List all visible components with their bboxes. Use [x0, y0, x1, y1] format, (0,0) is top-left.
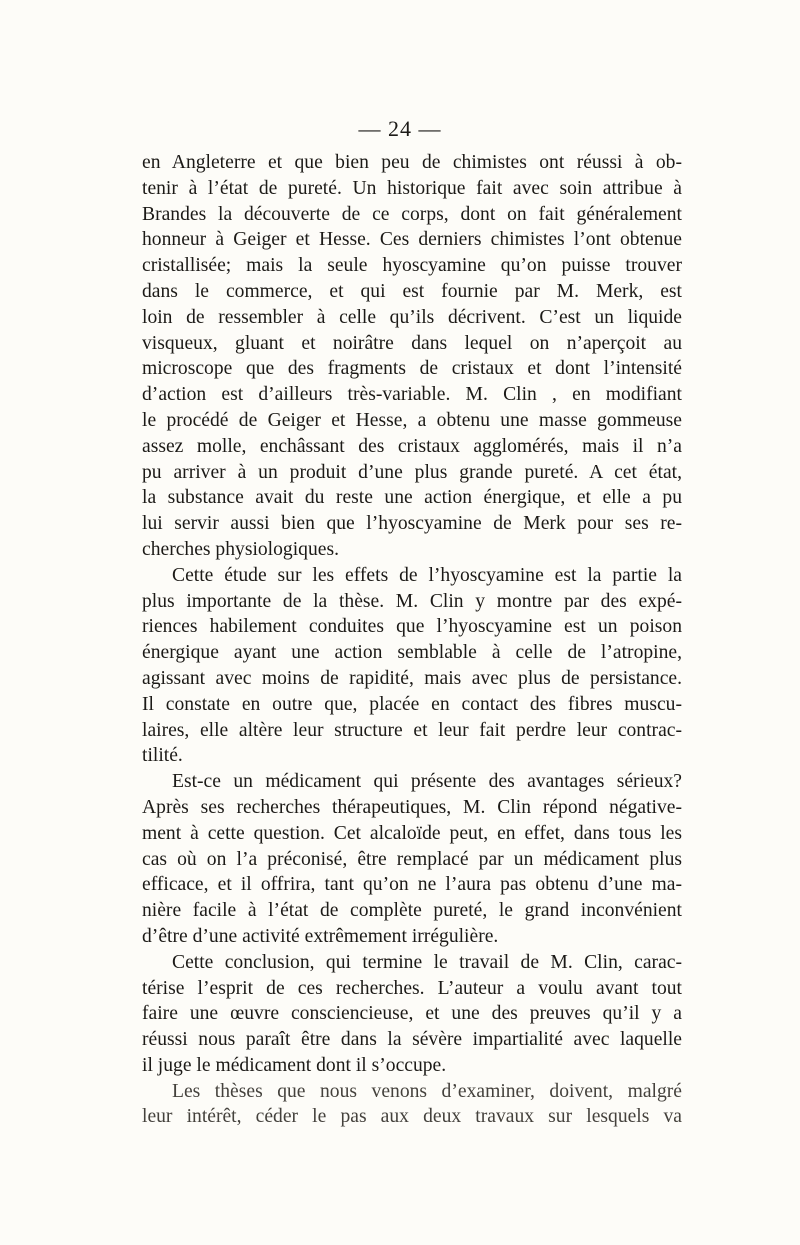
text-line: d’action est d’ailleurs très-variable. M. Clin , en modifiant: [142, 384, 682, 406]
text-line: Les thèses que nous venons d’examiner, doivent, malgré: [172, 1080, 682, 1102]
text-line: lui servir aussi bien que l’hyoscyamine de Merk pour ses re-: [142, 513, 682, 535]
text-line: visqueux, gluant et noirâtre dans lequel on n’aperçoit au: [142, 332, 682, 354]
text-line: tilité.: [142, 745, 183, 767]
text-line: riences habilement conduites que l’hyoscyamine est un poison: [142, 616, 682, 638]
text-line: efficace, et il offrira, tant qu’on ne l’aura pas obtenu d’une ma-: [142, 874, 682, 896]
text-line: agissant avec moins de rapidité, mais avec plus de persistance.: [142, 667, 682, 689]
text-line: assez molle, enchâssant des cristaux agglomérés, mais il n’a: [142, 435, 682, 457]
text-line: térise l’esprit de ces recherches. L’auteur a voulu avant tout: [142, 977, 682, 999]
text-line: Cette conclusion, qui termine le travail de M. Clin, carac-: [172, 951, 682, 973]
text-line: pu arriver à un produit d’une plus grande pureté. A cet état,: [142, 461, 682, 483]
body-text: [142, 150, 682, 1130]
text-line: Est-ce un médicament qui présente des avantages sérieux?: [172, 771, 682, 793]
text-line: Brandes la découverte de ce corps, dont on fait généralement: [142, 203, 682, 225]
text-line: énergique ayant une action semblable à celle de l’atropine,: [142, 642, 682, 664]
text-line: tenir à l’état de pureté. Un historique fait avec soin attribue à: [142, 177, 682, 199]
text-line: le procédé de Geiger et Hesse, a obtenu une masse gommeuse: [142, 409, 682, 431]
text-line: en Angleterre et que bien peu de chimistes ont réussi à ob-: [142, 152, 682, 173]
text-line: leur intérêt, céder le pas aux deux travaux sur lesquels va: [142, 1106, 682, 1128]
text-line: Il constate en outre que, placée en contact des fibres muscu-: [142, 693, 682, 715]
text-line: Après ses recherches thérapeutiques, M. Clin répond négative-: [142, 796, 682, 818]
text-line: microscope que des fragments de cristaux et dont l’intensité: [142, 358, 682, 380]
text-line: cherches physiologiques.: [142, 538, 339, 560]
text-line: laires, elle altère leur structure et leur fait perdre leur contrac-: [142, 719, 682, 741]
text-line: il juge le médicament dont il s’occupe.: [142, 1054, 447, 1076]
text-line: Cette étude sur les effets de l’hyoscyamine est la partie la: [172, 564, 682, 586]
text-line: honneur à Geiger et Hesse. Ces derniers chimistes l’ont obtenue: [142, 229, 682, 251]
text-line: dans le commerce, et qui est fournie par M. Merk, est: [142, 280, 682, 302]
text-line: réussi nous paraît être dans la sévère impartialité avec laquelle: [142, 1029, 682, 1051]
text-line: faire une œuvre consciencieuse, et une des preuves qu’il y a: [142, 1003, 682, 1025]
text-line: loin de ressembler à celle qu’ils décrivent. C’est un liquide: [142, 306, 682, 328]
text-line: ment à cette question. Cet alcaloïde peut, en effet, dans tous les: [142, 822, 682, 844]
text-line: cas où on l’a préconisé, être remplacé par un médicament plus: [142, 848, 682, 870]
text-line: d’être d’une activité extrêmement irrégulière.: [142, 925, 499, 947]
text-line: nière facile à l’état de complète pureté, le grand inconvénient: [142, 900, 682, 922]
text-line: la substance avait du reste une action énergique, et elle a pu: [142, 487, 682, 509]
text-line: plus importante de la thèse. M. Clin y montre par des expé-: [142, 590, 682, 612]
page-number: — 24 —: [358, 116, 442, 141]
text-line: cristallisée; mais la seule hyoscyamine qu’on puisse trouver: [142, 255, 682, 277]
